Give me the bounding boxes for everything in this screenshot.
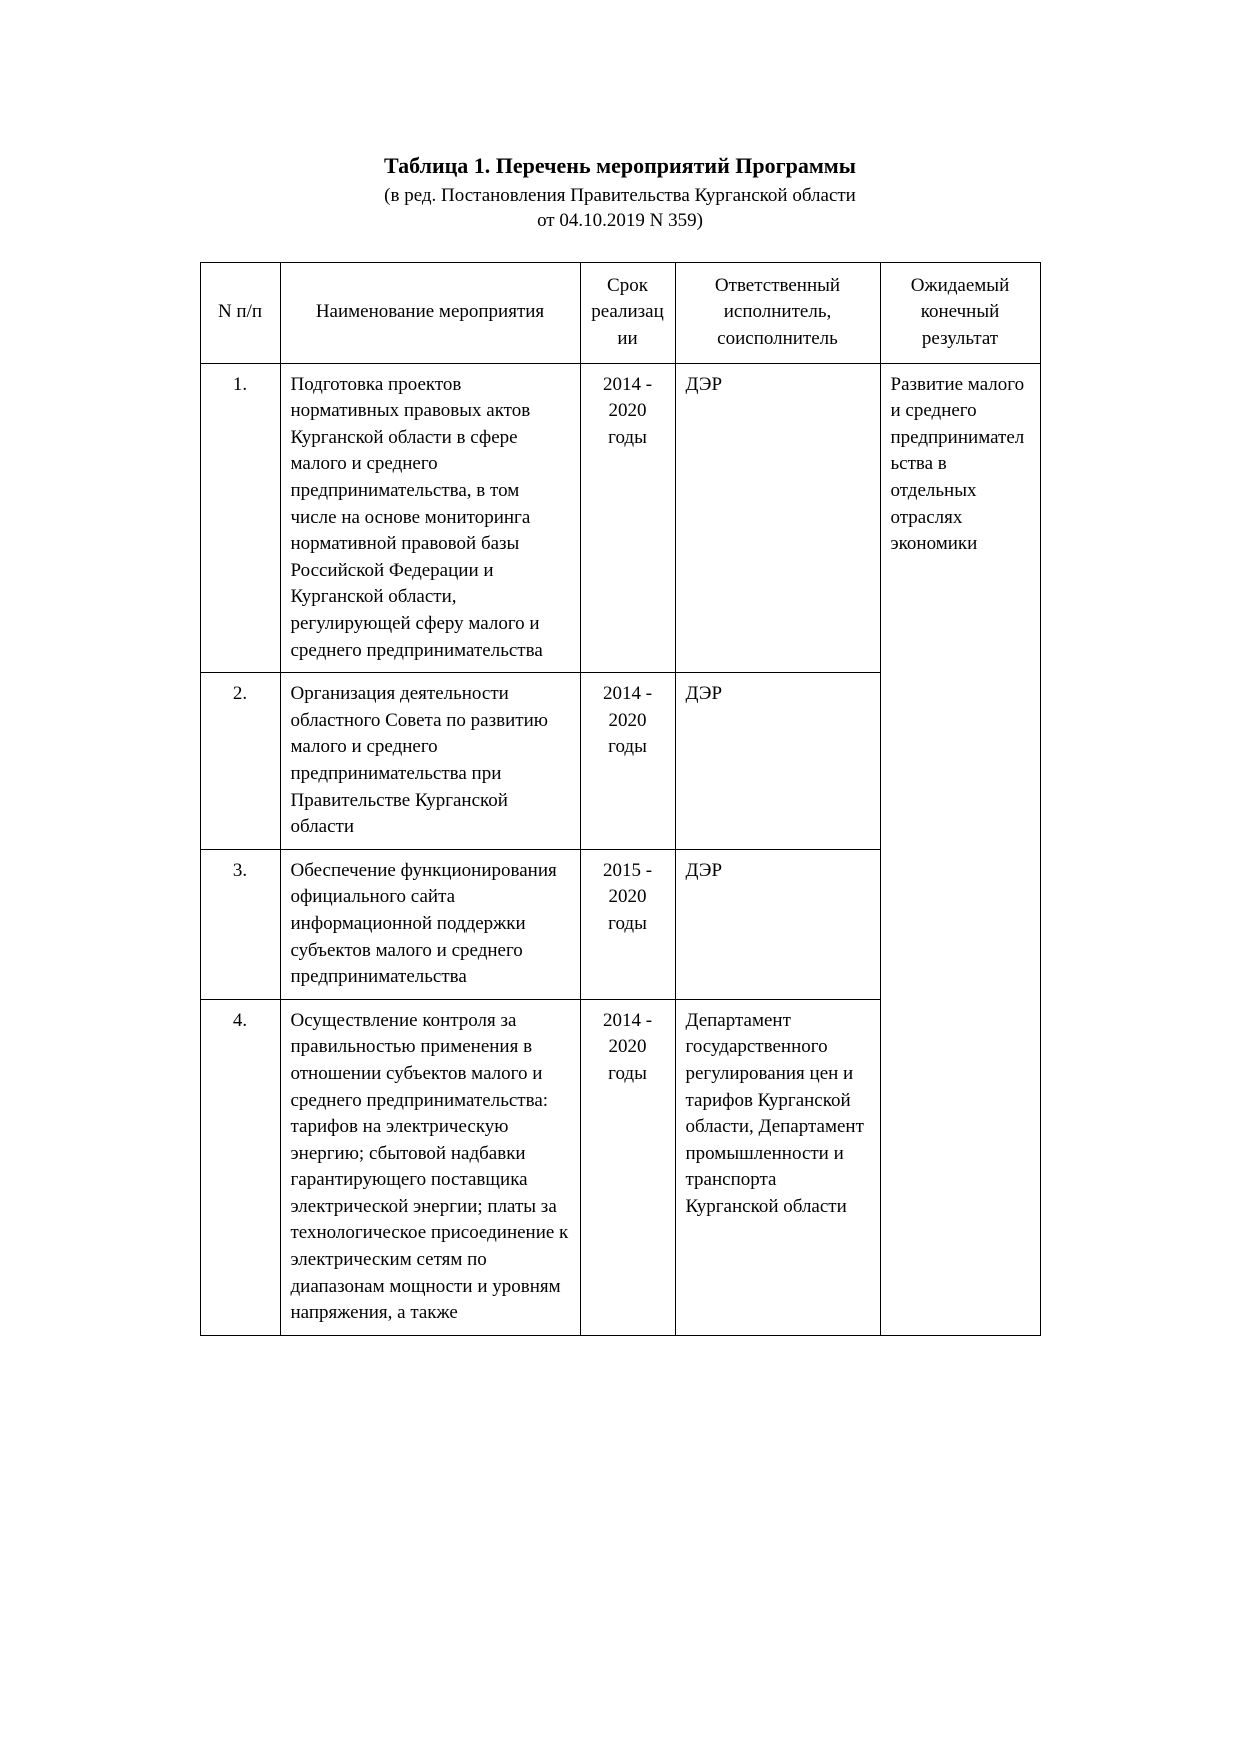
subtitle-line-2: от 04.10.2019 N 359) — [537, 210, 703, 232]
table-body — [200, 363, 1040, 1335]
cell-term: 2014 - 2020 годы — [580, 673, 675, 850]
document-subtitle — [0, 183, 1240, 234]
col-header-executor: Ответственный исполнитель, соисполнитель — [675, 262, 880, 363]
cell-expected-result: Развитие малого и среднего предпринимательства в отдельных отраслях экономики — [880, 363, 1040, 1335]
cell-executor: ДЭР — [675, 673, 880, 850]
cell-activity-name: Обеспечение функционирования официального сайта информационной поддержки субъектов малого и среднего предпринимательства — [280, 849, 580, 999]
cell-number: 3. — [200, 849, 280, 999]
program-activities-table — [200, 262, 1041, 1336]
subtitle-line-1: (в ред. Постановления Правительства Курганской области — [384, 184, 856, 206]
col-header-term: Срок реализации — [580, 262, 675, 363]
table-header — [200, 262, 1040, 363]
cell-activity-name: Осуществление контроля за правильностью применения в отношении субъектов малого и среднего предпринимательства: тарифов на электрическую энергию; сбытовой надбавки гарантирующего поставщика электрической энергии; платы за технологическое присоединение к электрическим сетям по диапазонам мощности и уровням напряжения, а также — [280, 999, 580, 1335]
table-row — [200, 363, 1040, 673]
cell-number: 4. — [200, 999, 280, 1335]
document-title: Таблица 1. Перечень мероприятий Программы — [384, 153, 856, 178]
cell-term: 2014 - 2020 годы — [580, 999, 675, 1335]
cell-executor: Департамент государственного регулирования цен и тарифов Курганской области, Департамент промышленности и транспорта Курганской области — [675, 999, 880, 1335]
col-header-activity-name: Наименование мероприятия — [280, 262, 580, 363]
cell-number: 2. — [200, 673, 280, 850]
cell-number: 1. — [200, 363, 280, 673]
cell-executor: ДЭР — [675, 363, 880, 673]
col-header-expected-result: Ожидаемый конечный результат — [880, 262, 1040, 363]
cell-executor: ДЭР — [675, 849, 880, 999]
cell-activity-name: Подготовка проектов нормативных правовых актов Курганской области в сфере малого и среднего предпринимательства, в том числе на основе мониторинга нормативной правовой базы Российской Федерации и Курганской области, регулирующей сферу малого и среднего предпринимательства — [280, 363, 580, 673]
cell-term: 2014 - 2020 годы — [580, 363, 675, 673]
cell-activity-name: Организация деятельности областного Совета по развитию малого и среднего предпринимательства при Правительстве Курганской области — [280, 673, 580, 850]
col-header-number: N п/п — [200, 262, 280, 363]
cell-term: 2015 - 2020 годы — [580, 849, 675, 999]
header-row — [200, 262, 1040, 363]
